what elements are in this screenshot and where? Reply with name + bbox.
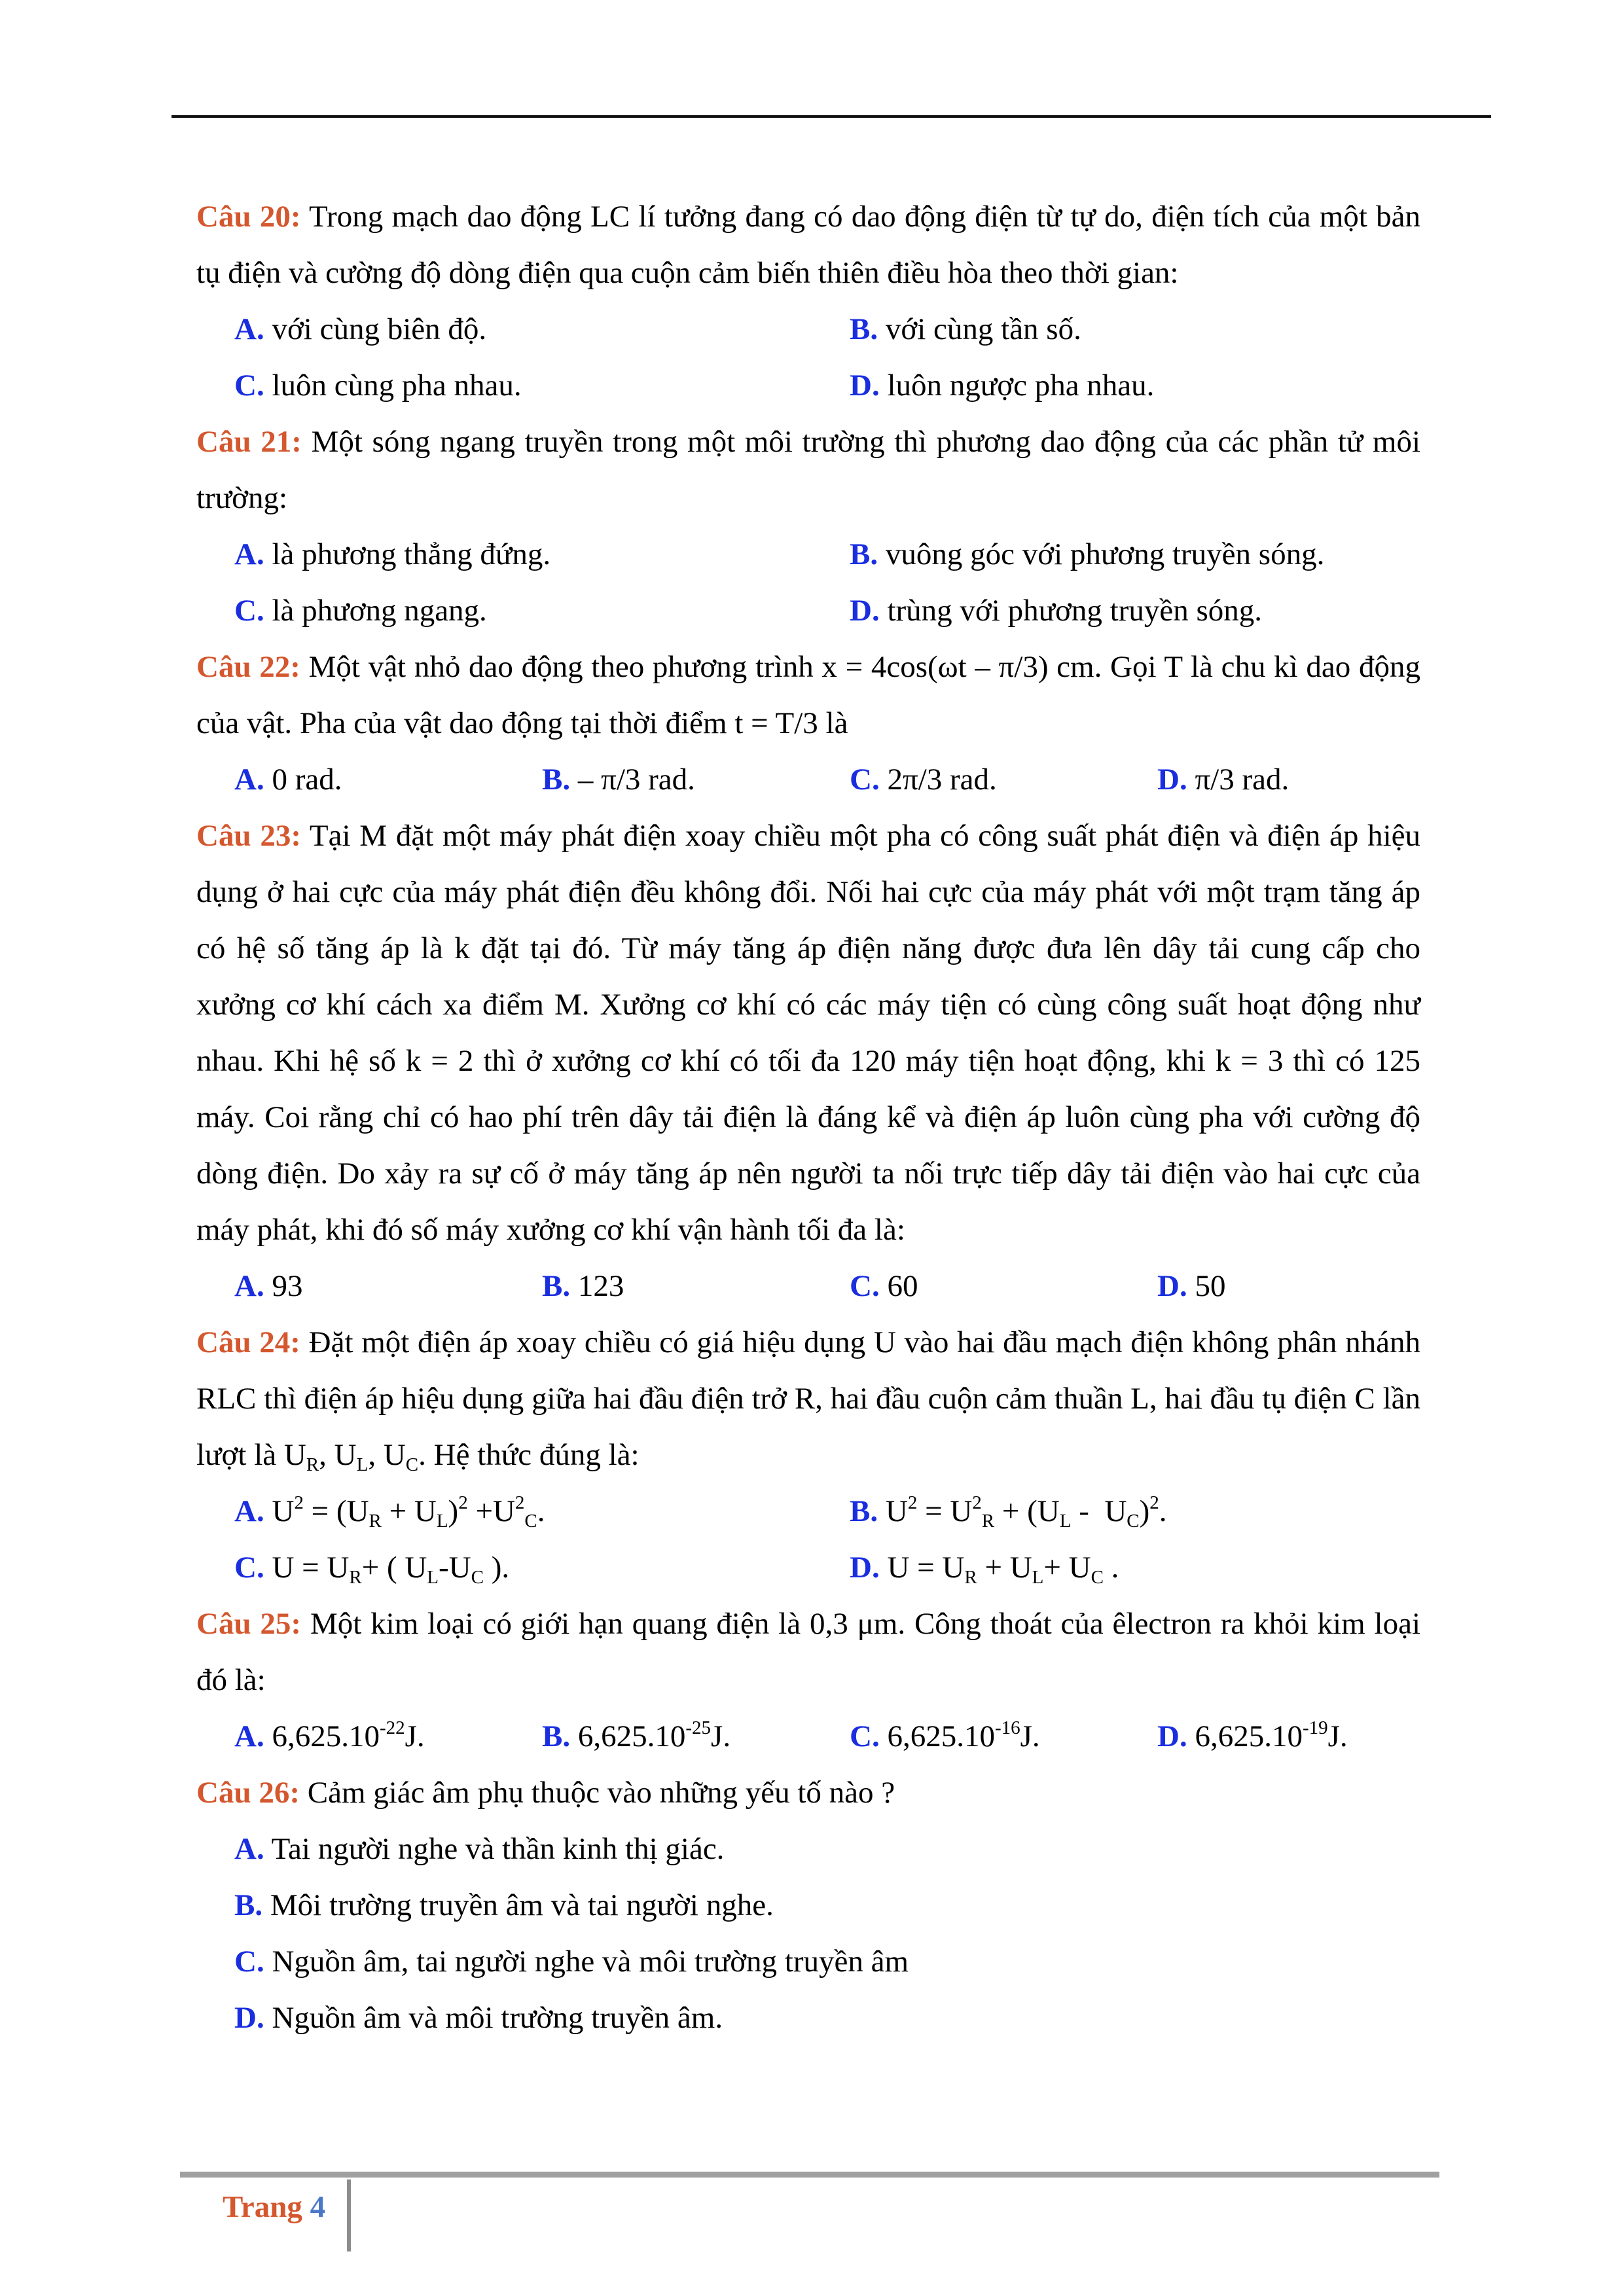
- question-24: [196, 1314, 1420, 1483]
- footer-divider: [347, 2179, 351, 2251]
- option-a: A. $U^2 = (U_R + U_L)^2 +U^2_C$.: [234, 1492, 545, 1532]
- options-21: [196, 526, 1420, 639]
- question-text: Một vật nhỏ dao động theo phương trình x = 4cos(ωt – π/3) cm. Gọi T là chu kì dao động của vật. Pha của vật dao động tại thời điểm t = T/3 là: [196, 650, 1420, 740]
- question-label: Câu 23:: [196, 819, 301, 853]
- option-b: B. 123: [542, 1269, 624, 1303]
- option-d: D. trùng với phương truyền sóng.: [850, 594, 1263, 628]
- page-num: 4: [310, 2190, 326, 2224]
- options-20: [196, 301, 1420, 414]
- footer-rule: [180, 2172, 1439, 2178]
- question-25: [196, 1596, 1420, 1708]
- option-d: D. 50: [1157, 1269, 1226, 1303]
- question-label: Câu 21:: [196, 425, 302, 459]
- option-b: B. với cùng tần số.: [850, 312, 1081, 346]
- option-a: A. là phương thẳng đứng.: [234, 537, 551, 571]
- options-24: [196, 1483, 1420, 1596]
- option-c: C. là phương ngang.: [234, 594, 487, 628]
- option-c: C. 2π/3 rad.: [850, 762, 997, 797]
- options-25: [196, 1708, 1420, 1765]
- option-c: C. $U = U_R+$ ( $U_L-U_C$ ).: [234, 1551, 510, 1588]
- option-c: C. 60: [850, 1269, 918, 1303]
- option-a: A. với cùng biên độ.: [234, 312, 487, 346]
- option-b: B. vuông góc với phương truyền sóng.: [850, 537, 1325, 571]
- question-label: Câu 20:: [196, 200, 301, 234]
- option-c: C. Nguồn âm, tai người nghe và môi trường truyền âm: [234, 1945, 909, 1979]
- question-label: Câu 22:: [196, 650, 300, 684]
- option-b: B. $6,625.10^{-25}J$.: [542, 1717, 731, 1753]
- question-23: [196, 808, 1420, 1258]
- question-label: Câu 26:: [196, 1776, 300, 1810]
- option-a: A. $6,625.10^{-22}J$.: [234, 1717, 425, 1753]
- option-c: C. luôn cùng pha nhau.: [234, 368, 522, 403]
- question-text: Đặt một điện áp xoay chiều có giá hiệu dụng U vào hai đầu mạch điện không phân nhánh RLC thì điện áp hiệu dụng giữa hai đầu điện trở R, hai đầu cuộn cảm thuần L, hai đầu tụ điện C lần lượt là $U_R$, $U_L$, $U_C$. Hệ thức đúng là:: [196, 1325, 1421, 1475]
- option-d: D. $U = U_R + U_L+ U_C$ .: [850, 1551, 1119, 1588]
- option-b: B. $U^2 = U^2_R + (U_L - U_C)^2$.: [850, 1492, 1167, 1532]
- options-22: [196, 751, 1420, 808]
- option-d: D. $6,625.10^{-19}J$.: [1157, 1717, 1348, 1753]
- question-label: Câu 24:: [196, 1325, 300, 1359]
- option-a: A. 0 rad.: [234, 762, 342, 797]
- page-label: Trang: [223, 2190, 302, 2224]
- options-23: [196, 1258, 1420, 1314]
- option-d: D. π/3 rad.: [1157, 762, 1290, 797]
- question-text: Tại M đặt một máy phát điện xoay chiều một pha có công suất phát điện và điện áp hiệu dụng ở hai cực của máy phát điện đều không đổi. Nối hai cực của máy phát với một trạm tăng áp có hệ số tăng áp là k đặt tại đó. Từ máy tăng áp điện năng được đưa lên dây tải cung cấp cho xưởng cơ khí cách xa điểm M. Xưởng cơ khí có các máy tiện có cùng công suất hoạt động như nhau. Khi hệ số k = 2 thì ở xưởng cơ khí có tối đa 120 máy tiện hoạt động, khi k = 3 thì có 125 máy. Coi rằng chỉ có hao phí trên dây tải điện là đáng kể và điện áp luôn cùng pha với cường độ dòng điện. Do xảy ra sự cố ở máy tăng áp nên người ta nối trực tiếp dây tải điện vào hai cực của máy phát, khi đó số máy xưởng cơ khí vận hành tối đa là:: [196, 819, 1421, 1247]
- question-text: Cảm giác âm phụ thuộc vào những yếu tố nào ?: [299, 1776, 895, 1810]
- option-b: B. – π/3 rad.: [542, 762, 695, 797]
- question-20: [196, 188, 1420, 301]
- option-c: C. $6,625.10^{-16}J$.: [850, 1717, 1040, 1753]
- question-21: [196, 414, 1420, 526]
- options-26: [196, 1821, 1420, 2046]
- page-content: [196, 188, 1420, 2046]
- question-22: [196, 639, 1420, 751]
- option-d: D. luôn ngược pha nhau.: [850, 368, 1155, 403]
- option-a: A. 93: [234, 1269, 303, 1303]
- option-a: A. Tai người nghe và thần kinh thị giác.: [234, 1832, 725, 1866]
- question-text: Một sóng ngang truyền trong một môi trường thì phương dao động của các phần tử môi trường:: [196, 425, 1421, 515]
- page-number: [223, 2187, 325, 2227]
- header-rule: [171, 115, 1491, 118]
- question-label: Câu 25:: [196, 1607, 302, 1641]
- option-b: B. Môi trường truyền âm và tai người nghe.: [234, 1888, 774, 1922]
- question-26: [196, 1765, 1420, 1821]
- question-text: Trong mạch dao động LC lí tưởng đang có dao động điện từ tự do, điện tích của một bản tụ điện và cường độ dòng điện qua cuộn cảm biến thiên điều hòa theo thời gian:: [196, 200, 1420, 290]
- option-d: D. Nguồn âm và môi trường truyền âm.: [234, 2001, 723, 2035]
- question-text: Một kim loại có giới hạn quang điện là 0,3 μm. Công thoát của êlectron ra khỏi kim loại đó là:: [196, 1607, 1420, 1697]
